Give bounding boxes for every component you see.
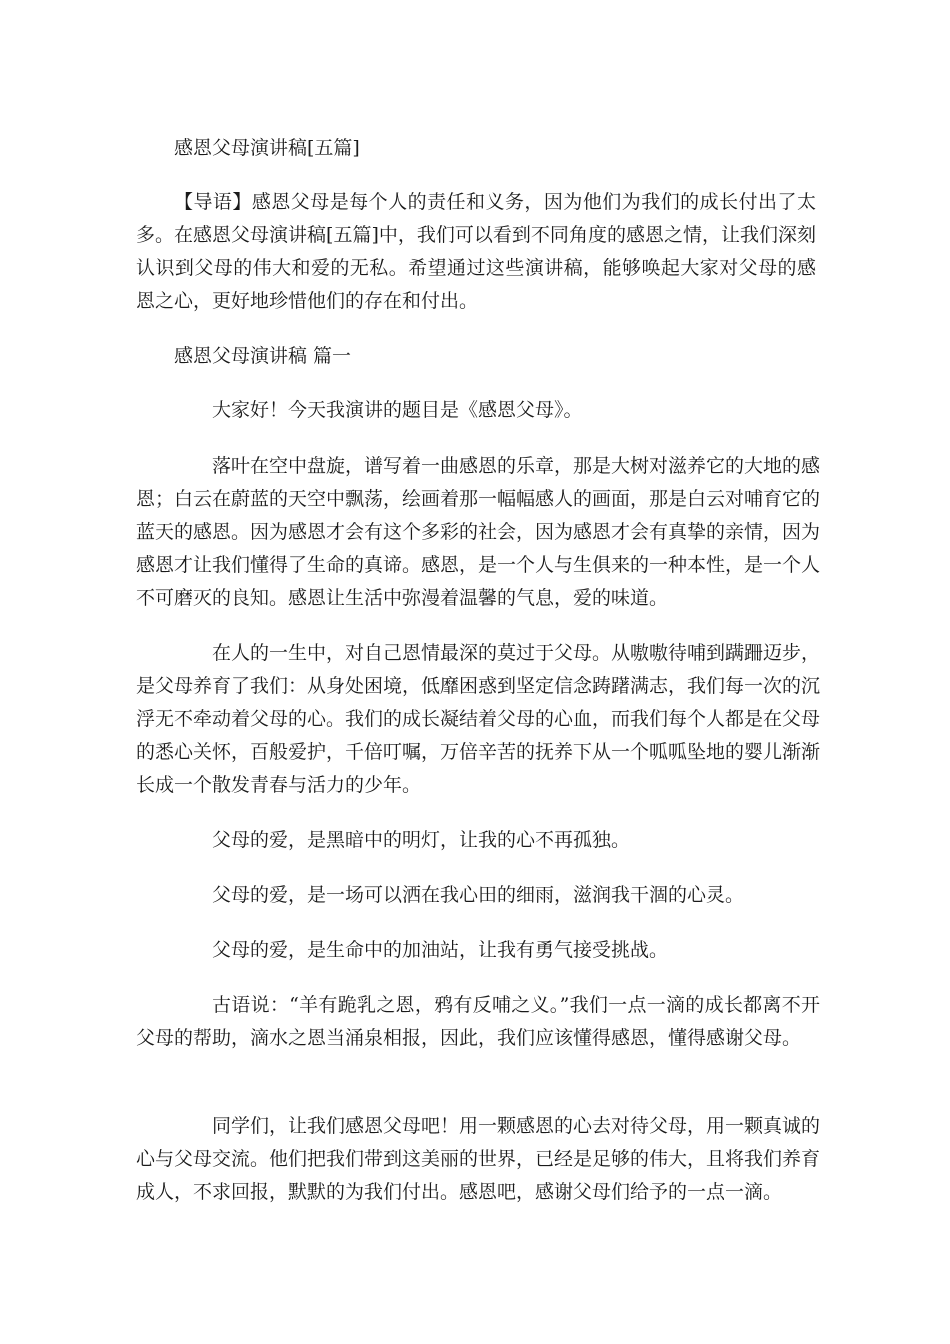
paragraph-greeting: 大家好！今天我演讲的题目是《感恩父母》。 [212, 399, 583, 421]
paragraph-love-rain: 父母的爱，是一场可以洒在我心田的细雨，滋润我干涸的心灵。 [212, 884, 745, 906]
paragraph-love-lamp: 父母的爱，是黑暗中的明灯，让我的心不再孤独。 [212, 829, 631, 851]
paragraph-leaves: 落叶在空中盘旋，谱写着一曲感恩的乐章，那是大树对滋养它的大地的感恩；白云在蔚蓝的天空中飘荡，绘画着那一幅幅感人的画面，那是白云对哺育它的蓝天的感恩。因为感恩才会有这个多彩的社会，因为感恩才会有真挚的亲情，因为感恩才让我们懂得了生命的真谛。感恩，是一个人与生俱来的一种本性，是一个人不可磨灭的良知。感恩让生活中弥漫着温馨的气息，爱的味道。 [136, 455, 821, 609]
paragraph-parents-care: 在人的一生中，对自己恩情最深的莫过于父母。从嗷嗷待哺到蹒跚迈步，是父母养育了我们：从身处困境，低靡困惑到坚定信念踌躇满志，我们每一次的沉浮无不牵动着父母的心。我们的成长凝结着父母的心血，而我们每个人都是在父母的悉心关怀，百般爱护，千倍叮嘱，万倍辛苦的抚养下从一个呱呱坠地的婴儿渐渐长成一个散发青春与活力的少年。 [136, 642, 821, 796]
document-title: 感恩父母演讲稿[五篇] [174, 137, 360, 159]
paragraph-closing: 同学们，让我们感恩父母吧！用一颗感恩的心去对待父母，用一颗真诚的心与父母交流。他们把我们带到这美丽的世界，已经是足够的伟大，且将我们养育成人，不求回报，默默的为我们付出。感恩吧，感谢父母们给予的一点一滴。 [136, 1115, 821, 1203]
paragraph-love-station: 父母的爱，是生命中的加油站，让我有勇气接受挑战。 [212, 939, 669, 961]
paragraph-proverb: 古语说：“羊有跪乳之恩，鸦有反哺之义。”我们一点一滴的成长都离不开父母的帮助，滴水之恩当涌泉相报，因此，我们应该懂得感恩，懂得感谢父母。 [136, 994, 820, 1049]
section-heading: 感恩父母演讲稿 篇一 [174, 345, 352, 367]
intro-paragraph: 【导语】感恩父母是每个人的责任和义务，因为他们为我们的成长付出了太多。在感恩父母演讲稿[五篇]中，我们可以看到不同角度的感恩之情，让我们深刻认识到父母的伟大和爱的无私。希望通过这些演讲稿，能够唤起大家对父母的感恩之心，更好地珍惜他们的存在和付出。 [136, 191, 816, 312]
